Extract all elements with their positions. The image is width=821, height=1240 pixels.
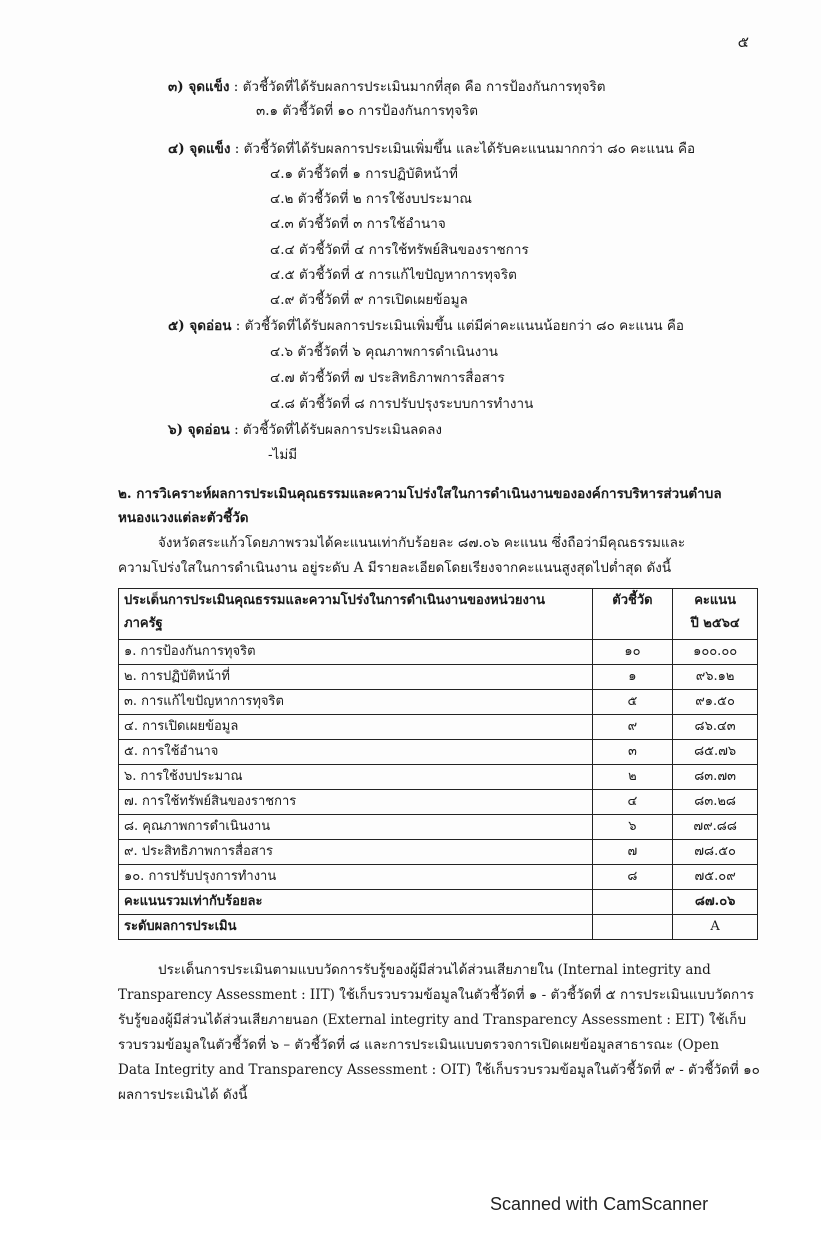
row-indicator: ๑๐ bbox=[592, 640, 673, 665]
row-issue: ๖. การใช้งบประมาณ bbox=[119, 765, 593, 790]
strength-3-label: ๓) จุดแข็ง bbox=[168, 79, 230, 95]
row-issue: ๕. การใช้อำนาจ bbox=[119, 740, 593, 765]
closing-paragraph-cont: Data Integrity and Transparency Assessment : OIT) ใช้เก็บรวบรวมข้อมูลในตัวชี้วัดที่ ๙ - ตัวชี้วัดที่ ๑๐ bbox=[118, 1062, 760, 1078]
row-indicator: ๗ bbox=[592, 840, 673, 865]
row-issue: ๓. การแก้ไขปัญหาการทุจริต bbox=[119, 690, 593, 715]
weakness-5-item: ๔.๘ ตัวชี้วัดที่ ๘ การปรับปรุงระบบการทำงาน bbox=[270, 396, 534, 412]
table-row bbox=[119, 790, 758, 815]
table-level-row bbox=[119, 915, 758, 940]
row-indicator: ๖ bbox=[592, 815, 673, 840]
row-score: ๘๖.๔๓ bbox=[673, 715, 758, 740]
row-issue: ๗. การใช้ทรัพย์สินของราชการ bbox=[119, 790, 593, 815]
weakness-6-line bbox=[168, 420, 442, 440]
page-number: ๕ bbox=[737, 33, 749, 51]
table-row bbox=[119, 690, 758, 715]
weakness-5-text: : ตัวชี้วัดที่ได้รับผลการประเมินเพิ่มขึ้น แต่มีค่าคะแนนน้อยกว่า ๘๐ คะแนน คือ bbox=[231, 318, 684, 334]
table-row bbox=[119, 740, 758, 765]
weakness-6-text: : ตัวชี้วัดที่ได้รับผลการประเมินลดลง bbox=[229, 422, 442, 438]
table-total-row bbox=[119, 890, 758, 915]
strength-3-item: ๓.๑ ตัวชี้วัดที่ ๑๐ การป้องกันการทุจริต bbox=[256, 103, 479, 119]
row-score: ๘๓.๒๘ bbox=[673, 790, 758, 815]
results-table bbox=[118, 588, 758, 940]
row-indicator: ๒ bbox=[592, 765, 673, 790]
weakness-6-label: ๖) จุดอ่อน bbox=[168, 422, 230, 438]
strength-4-item: ๔.๑ ตัวชี้วัดที่ ๑ การปฏิบัติหน้าที่ bbox=[270, 166, 458, 182]
row-score: ๗๘.๕๐ bbox=[673, 840, 758, 865]
table-row bbox=[119, 815, 758, 840]
strength-3-text: : ตัวชี้วัดที่ได้รับผลการประเมินมากที่สุด คือ การป้องกันการทุจริต bbox=[229, 79, 606, 95]
table-header-row bbox=[119, 589, 758, 640]
table-row bbox=[119, 865, 758, 890]
table-row bbox=[119, 640, 758, 665]
strength-3-line bbox=[168, 77, 606, 97]
header-issue bbox=[119, 589, 593, 640]
row-score: ๗๙.๘๘ bbox=[673, 815, 758, 840]
strength-4-label: ๔) จุดแข็ง bbox=[168, 141, 231, 157]
weakness-5-label: ๕) จุดอ่อน bbox=[168, 318, 232, 334]
section-2-paragraph: จังหวัดสระแก้วโดยภาพรวมได้คะแนนเท่ากับร้อยละ ๘๗.๐๖ คะแนน ซึ่งถือว่ามีคุณธรรมและ bbox=[158, 535, 686, 551]
row-indicator: ๙ bbox=[592, 715, 673, 740]
header-score-line1: คะแนน bbox=[694, 593, 737, 608]
level-empty-cell bbox=[592, 915, 673, 940]
header-issue-line1: ประเด็นการประเมินคุณธรรมและความโปร่งในการดำเนินงานของหน่วยงาน bbox=[124, 593, 546, 608]
table-row bbox=[119, 665, 758, 690]
closing-paragraph-cont: Transparency Assessment : IIT) ใช้เก็บรวบรวมข้อมูลในตัวชี้วัดที่ ๑ - ตัวชี้วัดที่ ๕ การประเมินแบบวัดการ bbox=[118, 987, 755, 1003]
table-row bbox=[119, 715, 758, 740]
level-value: A bbox=[673, 915, 758, 940]
row-score: ๗๕.๐๙ bbox=[673, 865, 758, 890]
scanner-watermark: Scanned with CamScanner bbox=[490, 1194, 709, 1214]
row-issue: ๔. การเปิดเผยข้อมูล bbox=[119, 715, 593, 740]
closing-paragraph-cont: ผลการประเมินได้ ดังนี้ bbox=[118, 1087, 248, 1103]
row-score: ๙๖.๑๒ bbox=[673, 665, 758, 690]
closing-paragraph-cont: รับรู้ของผู้มีส่วนได้ส่วนเสียภายนอก (External integrity and Transparency Assessment : EIT) ใช้เก็บ bbox=[118, 1012, 747, 1028]
row-issue: ๒. การปฏิบัติหน้าที่ bbox=[119, 665, 593, 690]
section-2-heading-cont: หนองแวงแต่ละตัวชี้วัด bbox=[118, 510, 249, 526]
header-score bbox=[673, 589, 758, 640]
strength-4-line bbox=[168, 139, 695, 159]
weakness-6-item: -ไม่มี bbox=[268, 447, 298, 463]
row-indicator: ๔ bbox=[592, 790, 673, 815]
total-score: ๘๗.๐๖ bbox=[673, 890, 758, 915]
row-indicator: ๑ bbox=[592, 665, 673, 690]
weakness-5-item: ๔.๗ ตัวชี้วัดที่ ๗ ประสิทธิภาพการสื่อสาร bbox=[270, 370, 505, 386]
weakness-5-item: ๔.๖ ตัวชี้วัดที่ ๖ คุณภาพการดำเนินงาน bbox=[270, 344, 499, 360]
strength-4-item: ๔.๓ ตัวชี้วัดที่ ๓ การใช้อำนาจ bbox=[270, 216, 446, 232]
header-issue-line2: ภาครัฐ bbox=[124, 616, 163, 631]
row-score: ๑๐๐.๐๐ bbox=[673, 640, 758, 665]
section-2-heading: ๒. การวิเคราะห์ผลการประเมินคุณธรรมและความโปร่งใสในการดำเนินงานขององค์การบริหารส่วนตำบล bbox=[118, 486, 722, 502]
row-indicator: ๓ bbox=[592, 740, 673, 765]
row-indicator: ๕ bbox=[592, 690, 673, 715]
weakness-5-line bbox=[168, 316, 684, 336]
row-issue: ๑๐. การปรับปรุงการทำงาน bbox=[119, 865, 593, 890]
row-issue: ๙. ประสิทธิภาพการสื่อสาร bbox=[119, 840, 593, 865]
strength-4-text: : ตัวชี้วัดที่ได้รับผลการประเมินเพิ่มขึ้น และได้รับคะแนนมากกว่า ๘๐ คะแนน คือ bbox=[230, 141, 696, 157]
level-label: ระดับผลการประเมิน bbox=[119, 915, 593, 940]
strength-4-item: ๔.๔ ตัวชี้วัดที่ ๔ การใช้ทรัพย์สินของราชการ bbox=[270, 242, 529, 258]
table-row bbox=[119, 765, 758, 790]
strength-4-item: ๔.๒ ตัวชี้วัดที่ ๒ การใช้งบประมาณ bbox=[270, 191, 472, 207]
closing-paragraph-cont: รวบรวมข้อมูลในตัวชี้วัดที่ ๖ – ตัวชี้วัดที่ ๘ และการประเมินแบบตรวจการเปิดเผยข้อมูลสาธารณะ (Open bbox=[118, 1037, 720, 1053]
total-label: คะแนนรวมเท่ากับร้อยละ bbox=[119, 890, 593, 915]
header-indicator: ตัวชี้วัด bbox=[592, 589, 673, 640]
row-issue: ๑. การป้องกันการทุจริต bbox=[119, 640, 593, 665]
row-score: ๙๑.๕๐ bbox=[673, 690, 758, 715]
row-score: ๘๓.๗๓ bbox=[673, 765, 758, 790]
closing-paragraph: ประเด็นการประเมินตามแบบวัดการรับรู้ของผู้มีส่วนได้ส่วนเสียภายใน (Internal integrity and bbox=[158, 962, 711, 978]
row-indicator: ๘ bbox=[592, 865, 673, 890]
row-issue: ๘. คุณภาพการดำเนินงาน bbox=[119, 815, 593, 840]
row-score: ๘๕.๗๖ bbox=[673, 740, 758, 765]
total-empty-cell bbox=[592, 890, 673, 915]
header-score-line2: ปี ๒๕๖๔ bbox=[690, 616, 740, 631]
table-row bbox=[119, 840, 758, 865]
strength-4-item: ๔.๕ ตัวชี้วัดที่ ๕ การแก้ไขปัญหาการทุจริต bbox=[270, 267, 517, 283]
strength-4-item: ๔.๙ ตัวชี้วัดที่ ๙ การเปิดเผยข้อมูล bbox=[270, 292, 468, 308]
section-2-paragraph-cont: ความโปร่งใสในการดำเนินงาน อยู่ระดับ A มีรายละเอียดโดยเรียงจากคะแนนสูงสุดไปต่ำสุด ดังนี้ bbox=[118, 560, 672, 576]
